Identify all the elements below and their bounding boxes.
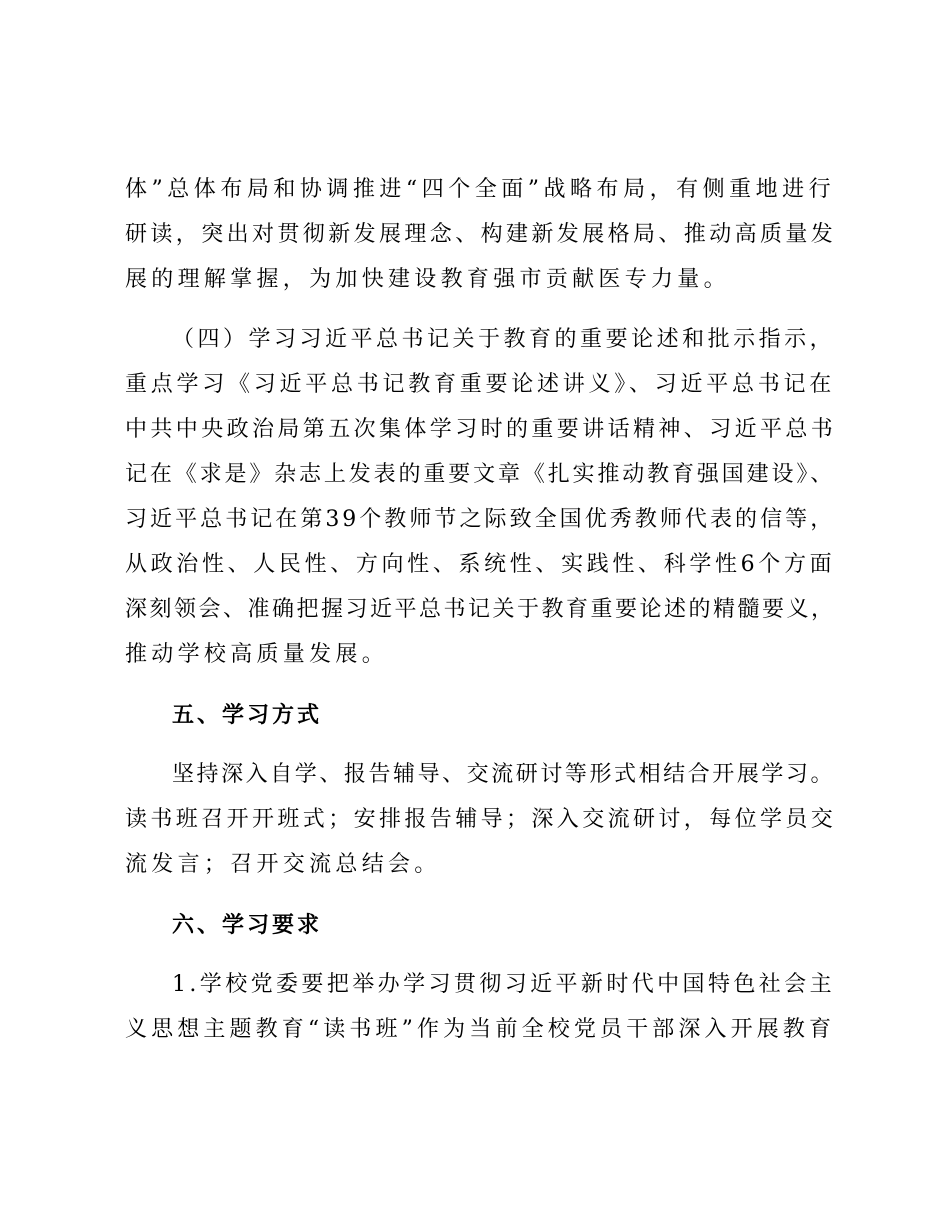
body-text-line: 体”总体布局和协调推进“四个全面”战略布局，有侧重地进行 bbox=[125, 177, 835, 202]
body-text-line: 读书班召开开班式；安排报告辅导；深入交流研讨，每位学员交 bbox=[125, 807, 837, 832]
body-text-line: 坚持深入自学、报告辅导、交流研讨等形式相结合开展学习。 bbox=[172, 762, 835, 787]
body-text-line: 1.学校党委要把举办学习贯彻习近平新时代中国特色社会主 bbox=[172, 972, 835, 997]
body-text-line: 重点学习《习近平总书记教育重要论述讲义》、习近平总书记在 bbox=[125, 372, 835, 397]
section-heading: 五、学习方式 bbox=[172, 702, 323, 728]
body-text-line: 义思想主题教育“读书班”作为当前全校党员干部深入开展教育 bbox=[125, 1017, 835, 1042]
body-text-line: 记在《求是》杂志上发表的重要文章《扎实推动教育强国建设》、 bbox=[125, 462, 835, 487]
body-text-line: 研读，突出对贯彻新发展理念、构建新发展格局、推动高质量发 bbox=[125, 222, 837, 247]
body-text-line: 展的理解掌握，为加快建设教育强市贡献医专力量。 bbox=[125, 267, 730, 292]
body-text-line: 流发言；召开交流总结会。 bbox=[125, 852, 441, 877]
section-heading: 六、学习要求 bbox=[172, 912, 323, 938]
body-text-line: 深刻领会、准确把握习近平总书记关于教育重要论述的精髓要义， bbox=[125, 597, 836, 622]
body-text-line: （四）学习习近平总书记关于教育的重要论述和批示指示， bbox=[172, 327, 835, 352]
body-text-line: 习近平总书记在第39个教师节之际致全国优秀教师代表的信等， bbox=[125, 507, 835, 532]
body-text-line: 从政治性、人民性、方向性、系统性、实践性、科学性6个方面 bbox=[125, 552, 835, 577]
body-text-line: 推动学校高质量发展。 bbox=[125, 642, 389, 667]
body-text-line: 中共中央政治局第五次集体学习时的重要讲话精神、习近平总书 bbox=[125, 417, 837, 442]
